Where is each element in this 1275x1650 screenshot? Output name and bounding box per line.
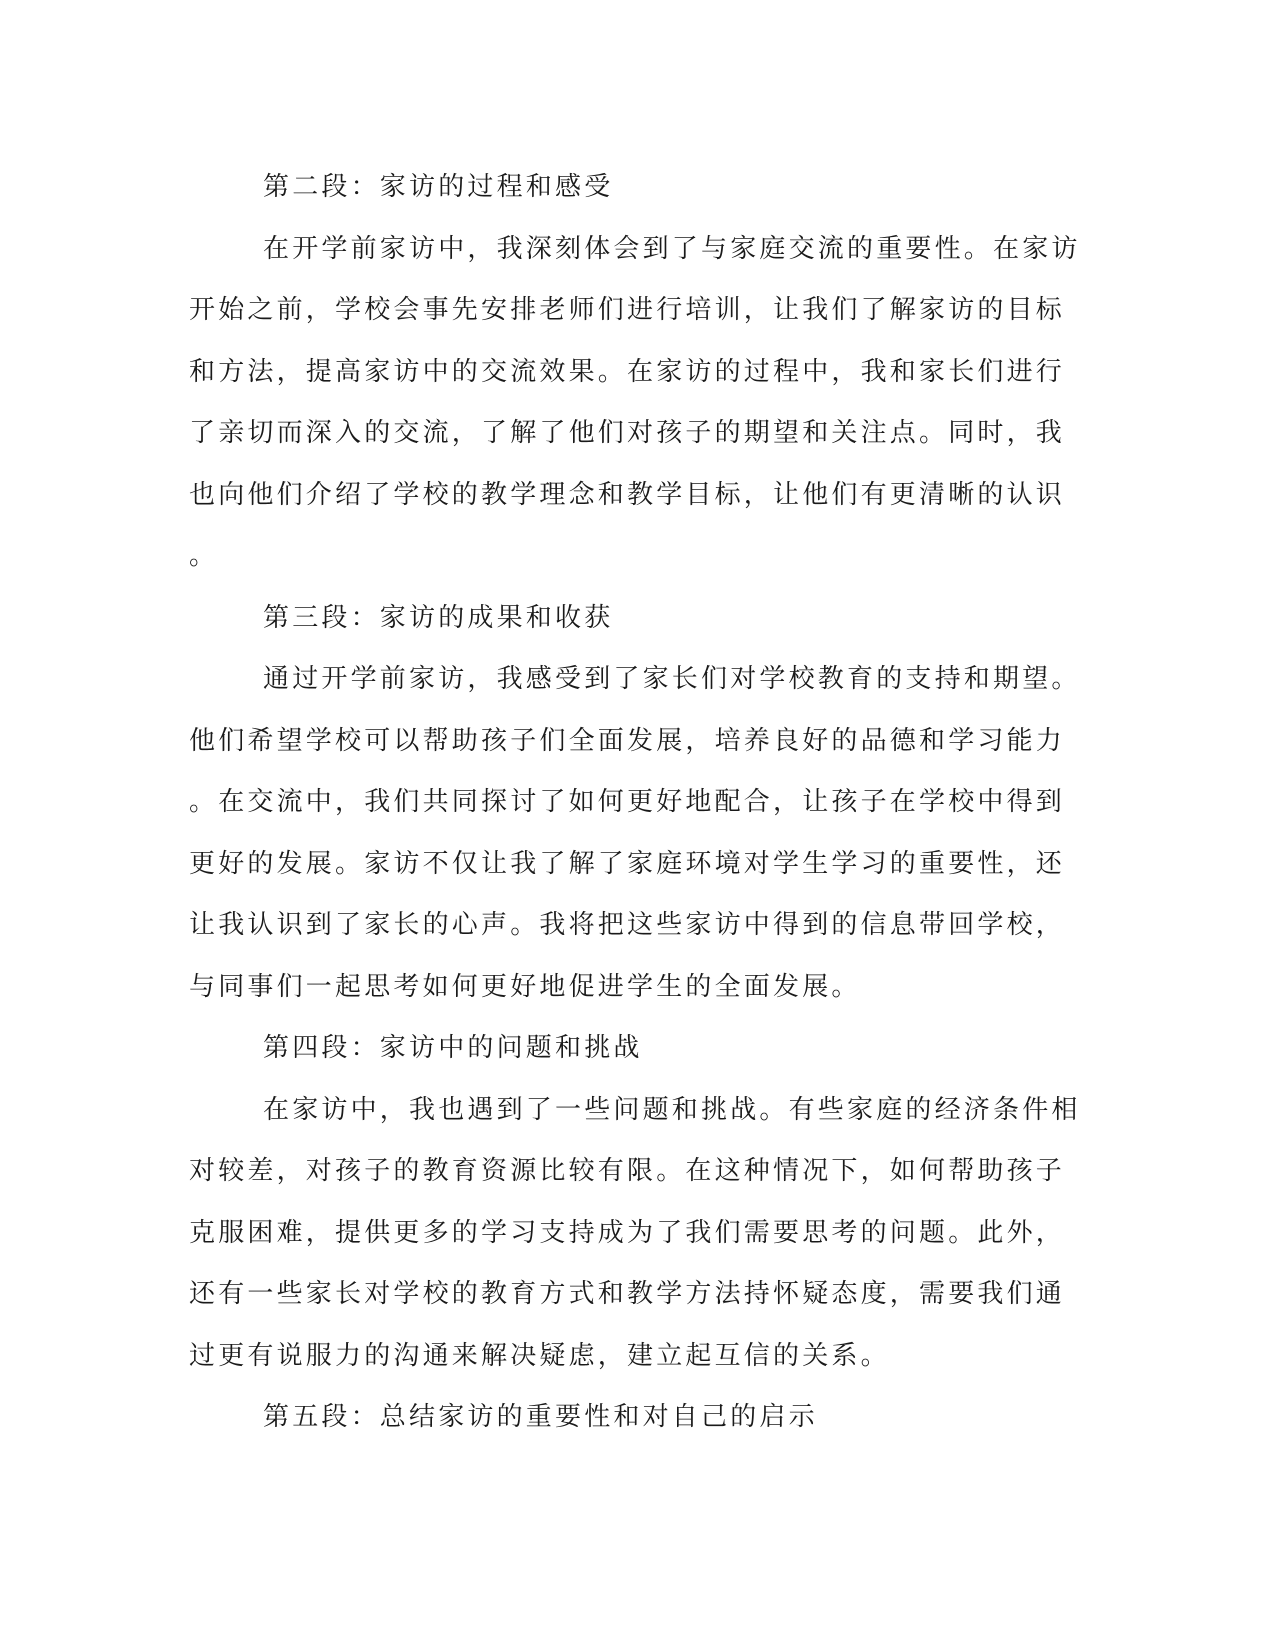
paragraph-line: 过更有说服力的沟通来解决疑虑，建立起互信的关系。: [189, 1340, 890, 1371]
paragraph-line: 还有一些家长对学校的教育方式和教学方法持怀疑态度，需要我们通: [189, 1279, 1066, 1309]
section-heading-3: 第三段：家访的成果和收获: [263, 602, 614, 633]
paragraph-line: 了亲切而深入的交流，了解了他们对孩子的期望和关注点。同时，我: [189, 418, 1066, 448]
paragraph-line: 克服困难，提供更多的学习支持成为了我们需要思考的问题。此外，: [189, 1217, 1066, 1248]
paragraph-line: 开始之前，学校会事先安排老师们进行培训，让我们了解家访的目标: [189, 295, 1066, 325]
paragraph-line: 也向他们介绍了学校的教学理念和教学目标，让他们有更清晰的认识: [189, 479, 1066, 510]
paragraph-line: 通过开学前家访，我感受到了家长们对学校教育的支持和期望。: [263, 664, 1081, 694]
paragraph-line: 他们希望学校可以帮助孩子们全面发展，培养良好的品德和学习能力: [189, 725, 1066, 756]
paragraph-line: 和方法，提高家访中的交流效果。在家访的过程中，我和家长们进行: [189, 356, 1066, 387]
paragraph-line: 在开学前家访中，我深刻体会到了与家庭交流的重要性。在家访: [263, 233, 1081, 264]
paragraph-line: 让我认识到了家长的心声。我将把这些家访中得到的信息带回学校，: [189, 910, 1066, 940]
paragraph-line: 更好的发展。家访不仅让我了解了家庭环境对学生学习的重要性，还: [189, 848, 1066, 879]
paragraph-line: 在家访中，我也遇到了一些问题和挑战。有些家庭的经济条件相: [263, 1094, 1081, 1125]
paragraph-line: 。: [189, 541, 219, 571]
section-heading-4: 第四段：家访中的问题和挑战: [263, 1033, 643, 1063]
section-heading-2: 第二段：家访的过程和感受: [263, 172, 614, 202]
paragraph-line: 对较差，对孩子的教育资源比较有限。在这种情况下，如何帮助孩子: [189, 1156, 1066, 1186]
section-heading-5: 第五段：总结家访的重要性和对自己的启示: [263, 1402, 818, 1432]
paragraph-line: 。在交流中，我们共同探讨了如何更好地配合，让孩子在学校中得到: [189, 787, 1066, 817]
document-body: [189, 157, 1081, 1449]
paragraph-line: 与同事们一起思考如何更好地促进学生的全面发展。: [189, 971, 861, 1002]
